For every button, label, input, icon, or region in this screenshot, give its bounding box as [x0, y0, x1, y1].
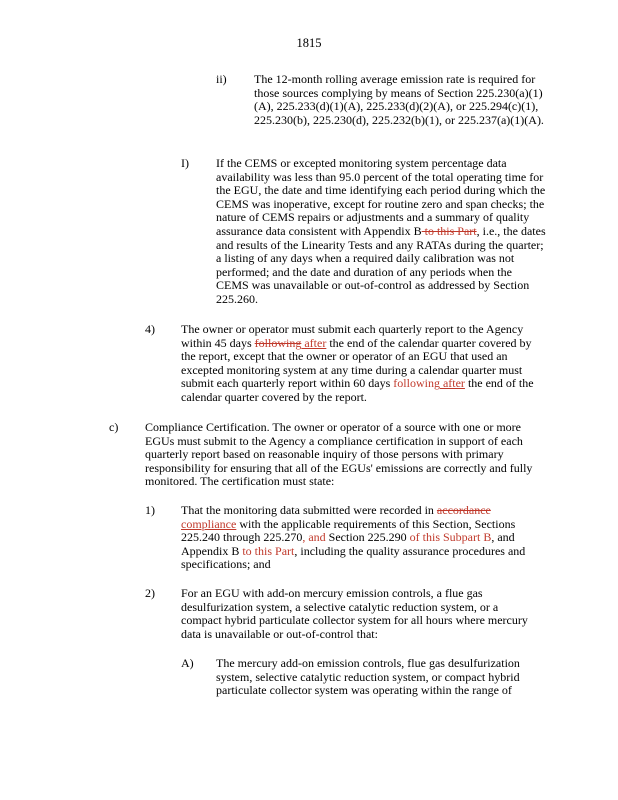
item-4-inserted-3: after [439, 376, 465, 391]
item-1-text-5: , including the quality assurance procedures and specifications; and [181, 543, 526, 572]
item-1-inserted-2: , and [302, 530, 326, 545]
item-4-text [181, 323, 544, 405]
item-I-deleted-1: to this Part [421, 223, 477, 238]
item-2-text: For an EGU with add-on mercury emission controls, a flue gas desulfurization system, a selective catalytic reduction system, or a compact hybrid particulate collector system for all hours where mercury data is unavailable or out-of-control that: [181, 586, 528, 641]
item-4-deleted-1: following [254, 335, 302, 350]
item-I-text-2: , i.e., the dates and results of the Linearity Tests and any RATAs during the quarter; a listing of any days when a required daily calibration was not performed; and the date and duration of any periods when the CEMS was unavailable or out-of-control as addressed by Section 225.260. [216, 223, 546, 306]
page-number: 1815 [296, 36, 322, 50]
item-1-text-4: , and Appendix B [181, 530, 515, 558]
item-ii-text: The 12-month rolling average emission rate is required for those sources complying by means of Section 225.230(a)(1)(A), 225.233(d)(1)(A), 225.233(d)(2)(A), or 225.294(c)(1), 225.230(b), 225.230(d), 225.232(b)(1), or 225.237(a)(1)(A). [254, 72, 544, 127]
item-1-inserted-1: compliance [181, 516, 237, 531]
item-A-text: The mercury add-on emission controls, flue gas desulfurization system, selective catalytic reduction system, or compact hybrid particulate collector system was operating within the range of [216, 656, 520, 698]
item-I-label: I) [181, 156, 189, 170]
item-I-text [216, 157, 546, 307]
item-c-text: Compliance Certification. The owner or operator of a source with one or more EGUs must submit to the Agency a compliance certification in support of each quarterly report based on reasonable inquiry of those persons with primary responsibility for ensuring that all of the EGUs' emissions are correctly and fully monitored. The certification must state: [145, 420, 533, 489]
item-4-label: 4) [145, 322, 155, 336]
item-1-text-3: Section 225.290 [325, 530, 410, 545]
item-4-text-3: the end of the calendar quarter covered by the report. [181, 376, 534, 404]
item-ii-label: ii) [216, 72, 227, 86]
item-A-label: A) [181, 656, 194, 670]
item-1-text-1: That the monitoring data submitted were recorded in [181, 503, 437, 517]
item-c-label: c) [109, 420, 119, 434]
item-1-text-2: with the applicable requirements of this Section, Sections 225.240 through 225.270 [181, 516, 516, 545]
item-I-text-1: If the CEMS or excepted monitoring system percentage data availability was less than 95.0 percent of the total operating time for the EGU, the date and time identifying each period during which the CEMS was inoperative, except for routine zero and span checks; the nature of CEMS repairs or adjustments and a summary of quality assurance data consistent with Appendix B [216, 156, 546, 238]
item-2-label: 2) [145, 586, 155, 600]
item-4-text-2: the end of the calendar quarter covered by the report, except that the owner or operator of an EGU that used an excepted monitoring system at any time during a calendar quarter must submit each quarterly report within 60 days [181, 335, 532, 391]
item-1-text [181, 504, 543, 572]
item-4-inserted-2: following [393, 376, 440, 391]
item-4-text-1: The owner or operator must submit each quarterly report to the Agency within 45 days [181, 322, 524, 350]
item-1-inserted-3: of this Subpart B [409, 530, 492, 545]
item-1-inserted-4: to this Part [242, 543, 295, 558]
item-1-deleted-1: accordance [436, 503, 491, 517]
item-4-inserted-1: after [301, 335, 327, 350]
item-1-label: 1) [145, 503, 155, 517]
